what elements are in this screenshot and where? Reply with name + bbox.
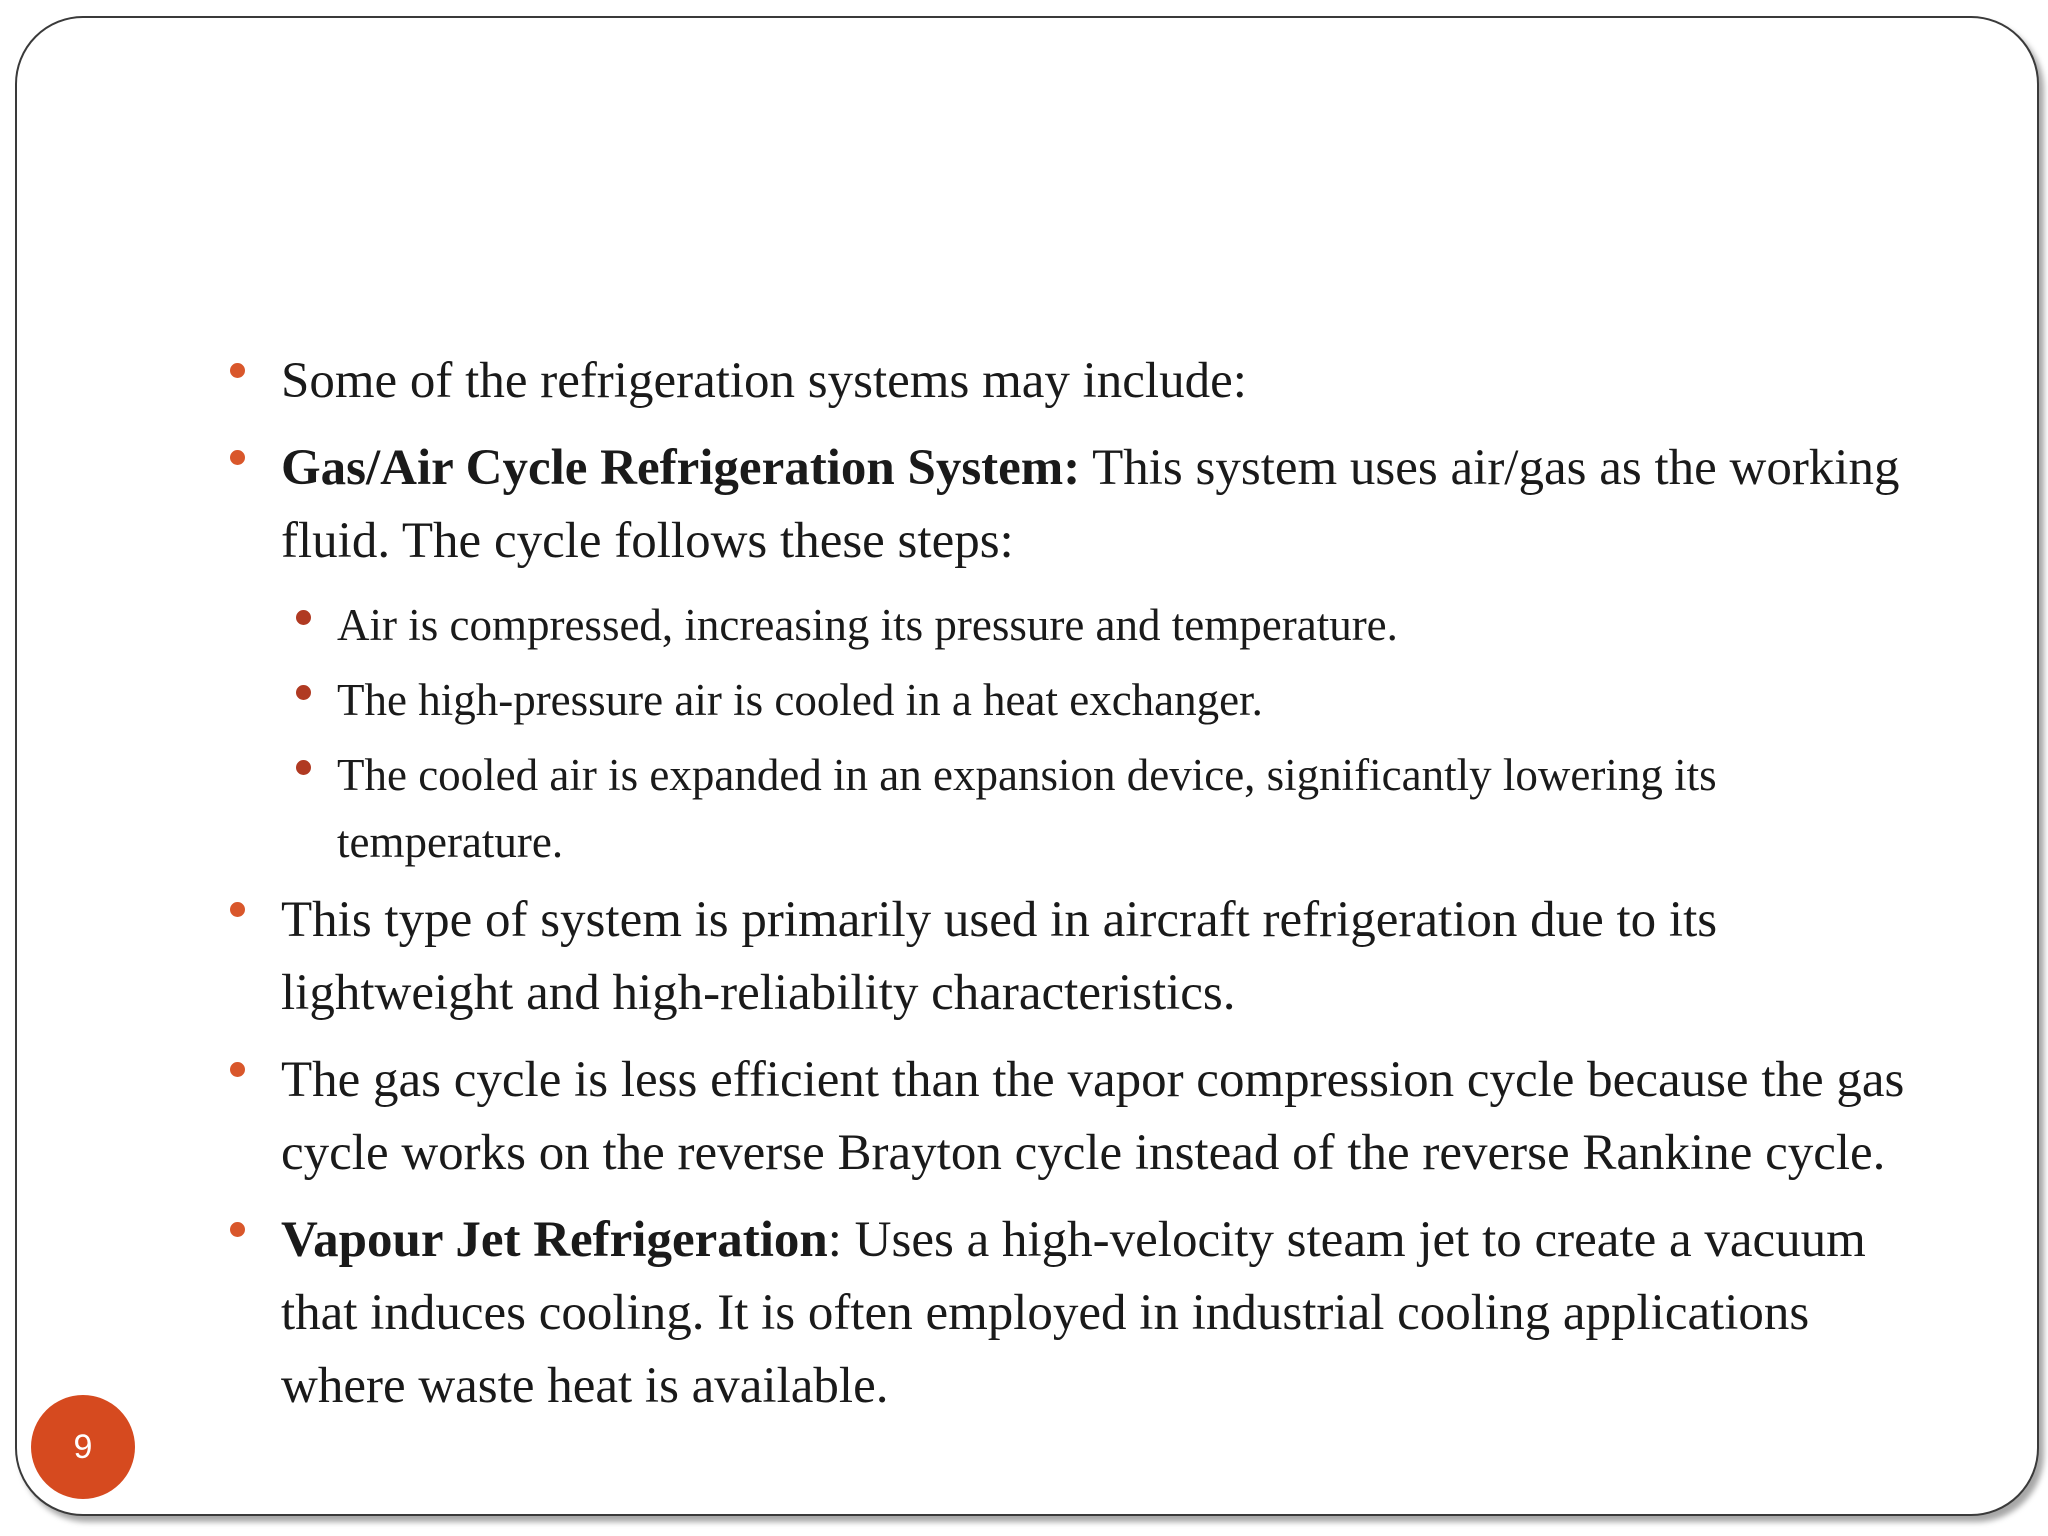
bullet-text: This type of system is primarily used in aircraft refrigeration due to its lightweight and high-reliability characteristics. xyxy=(281,892,1718,1021)
sub-bullet-text: Air is compressed, increasing its pressure and temperature. xyxy=(337,600,1398,650)
sub-bullet-dot-icon xyxy=(296,685,311,700)
bullet-text: Some of the refrigeration systems may include: xyxy=(281,353,1247,409)
bullet-item xyxy=(228,432,1928,578)
bullet-text: : Uses a high-velocity steam jet to create a vacuum that induces cooling. It is often employed in industrial cooling applications where waste heat is available. xyxy=(281,1212,1866,1414)
bullet-dot-icon xyxy=(230,1062,245,1077)
bullet-dot-icon xyxy=(230,1222,245,1237)
bullet-dot-icon xyxy=(230,450,245,465)
sub-bullet-text: The high-pressure air is cooled in a heat exchanger. xyxy=(337,675,1263,725)
sub-bullet-item xyxy=(228,667,1928,734)
sub-bullet-text: The cooled air is expanded in an expansion device, significantly lowering its temperature. xyxy=(337,750,1717,867)
sub-bullet-dot-icon xyxy=(296,760,311,775)
sub-bullet-item xyxy=(228,592,1928,659)
bullet-dot-icon xyxy=(230,363,245,378)
bullet-heading: Vapour Jet Refrigeration xyxy=(281,1212,828,1268)
page-number-badge: 9 xyxy=(31,1395,135,1499)
bullet-item xyxy=(228,884,1928,1030)
slide-body xyxy=(228,345,1928,1437)
bullet-item xyxy=(228,1204,1928,1423)
bullet-item xyxy=(228,1044,1928,1190)
bullet-item xyxy=(228,345,1928,418)
sub-bullet-dot-icon xyxy=(296,610,311,625)
bullet-text: This system uses air/gas as the working fluid. The cycle follows these steps: xyxy=(281,440,1900,569)
bullet-text: The gas cycle is less efficient than the vapor compression cycle because the gas cycle works on the reverse Brayton cycle instead of the reverse Rankine cycle. xyxy=(281,1052,1905,1181)
sub-bullet-item xyxy=(228,742,1928,876)
bullet-dot-icon xyxy=(230,902,245,917)
bullet-heading: Gas/Air Cycle Refrigeration System: xyxy=(281,440,1081,496)
